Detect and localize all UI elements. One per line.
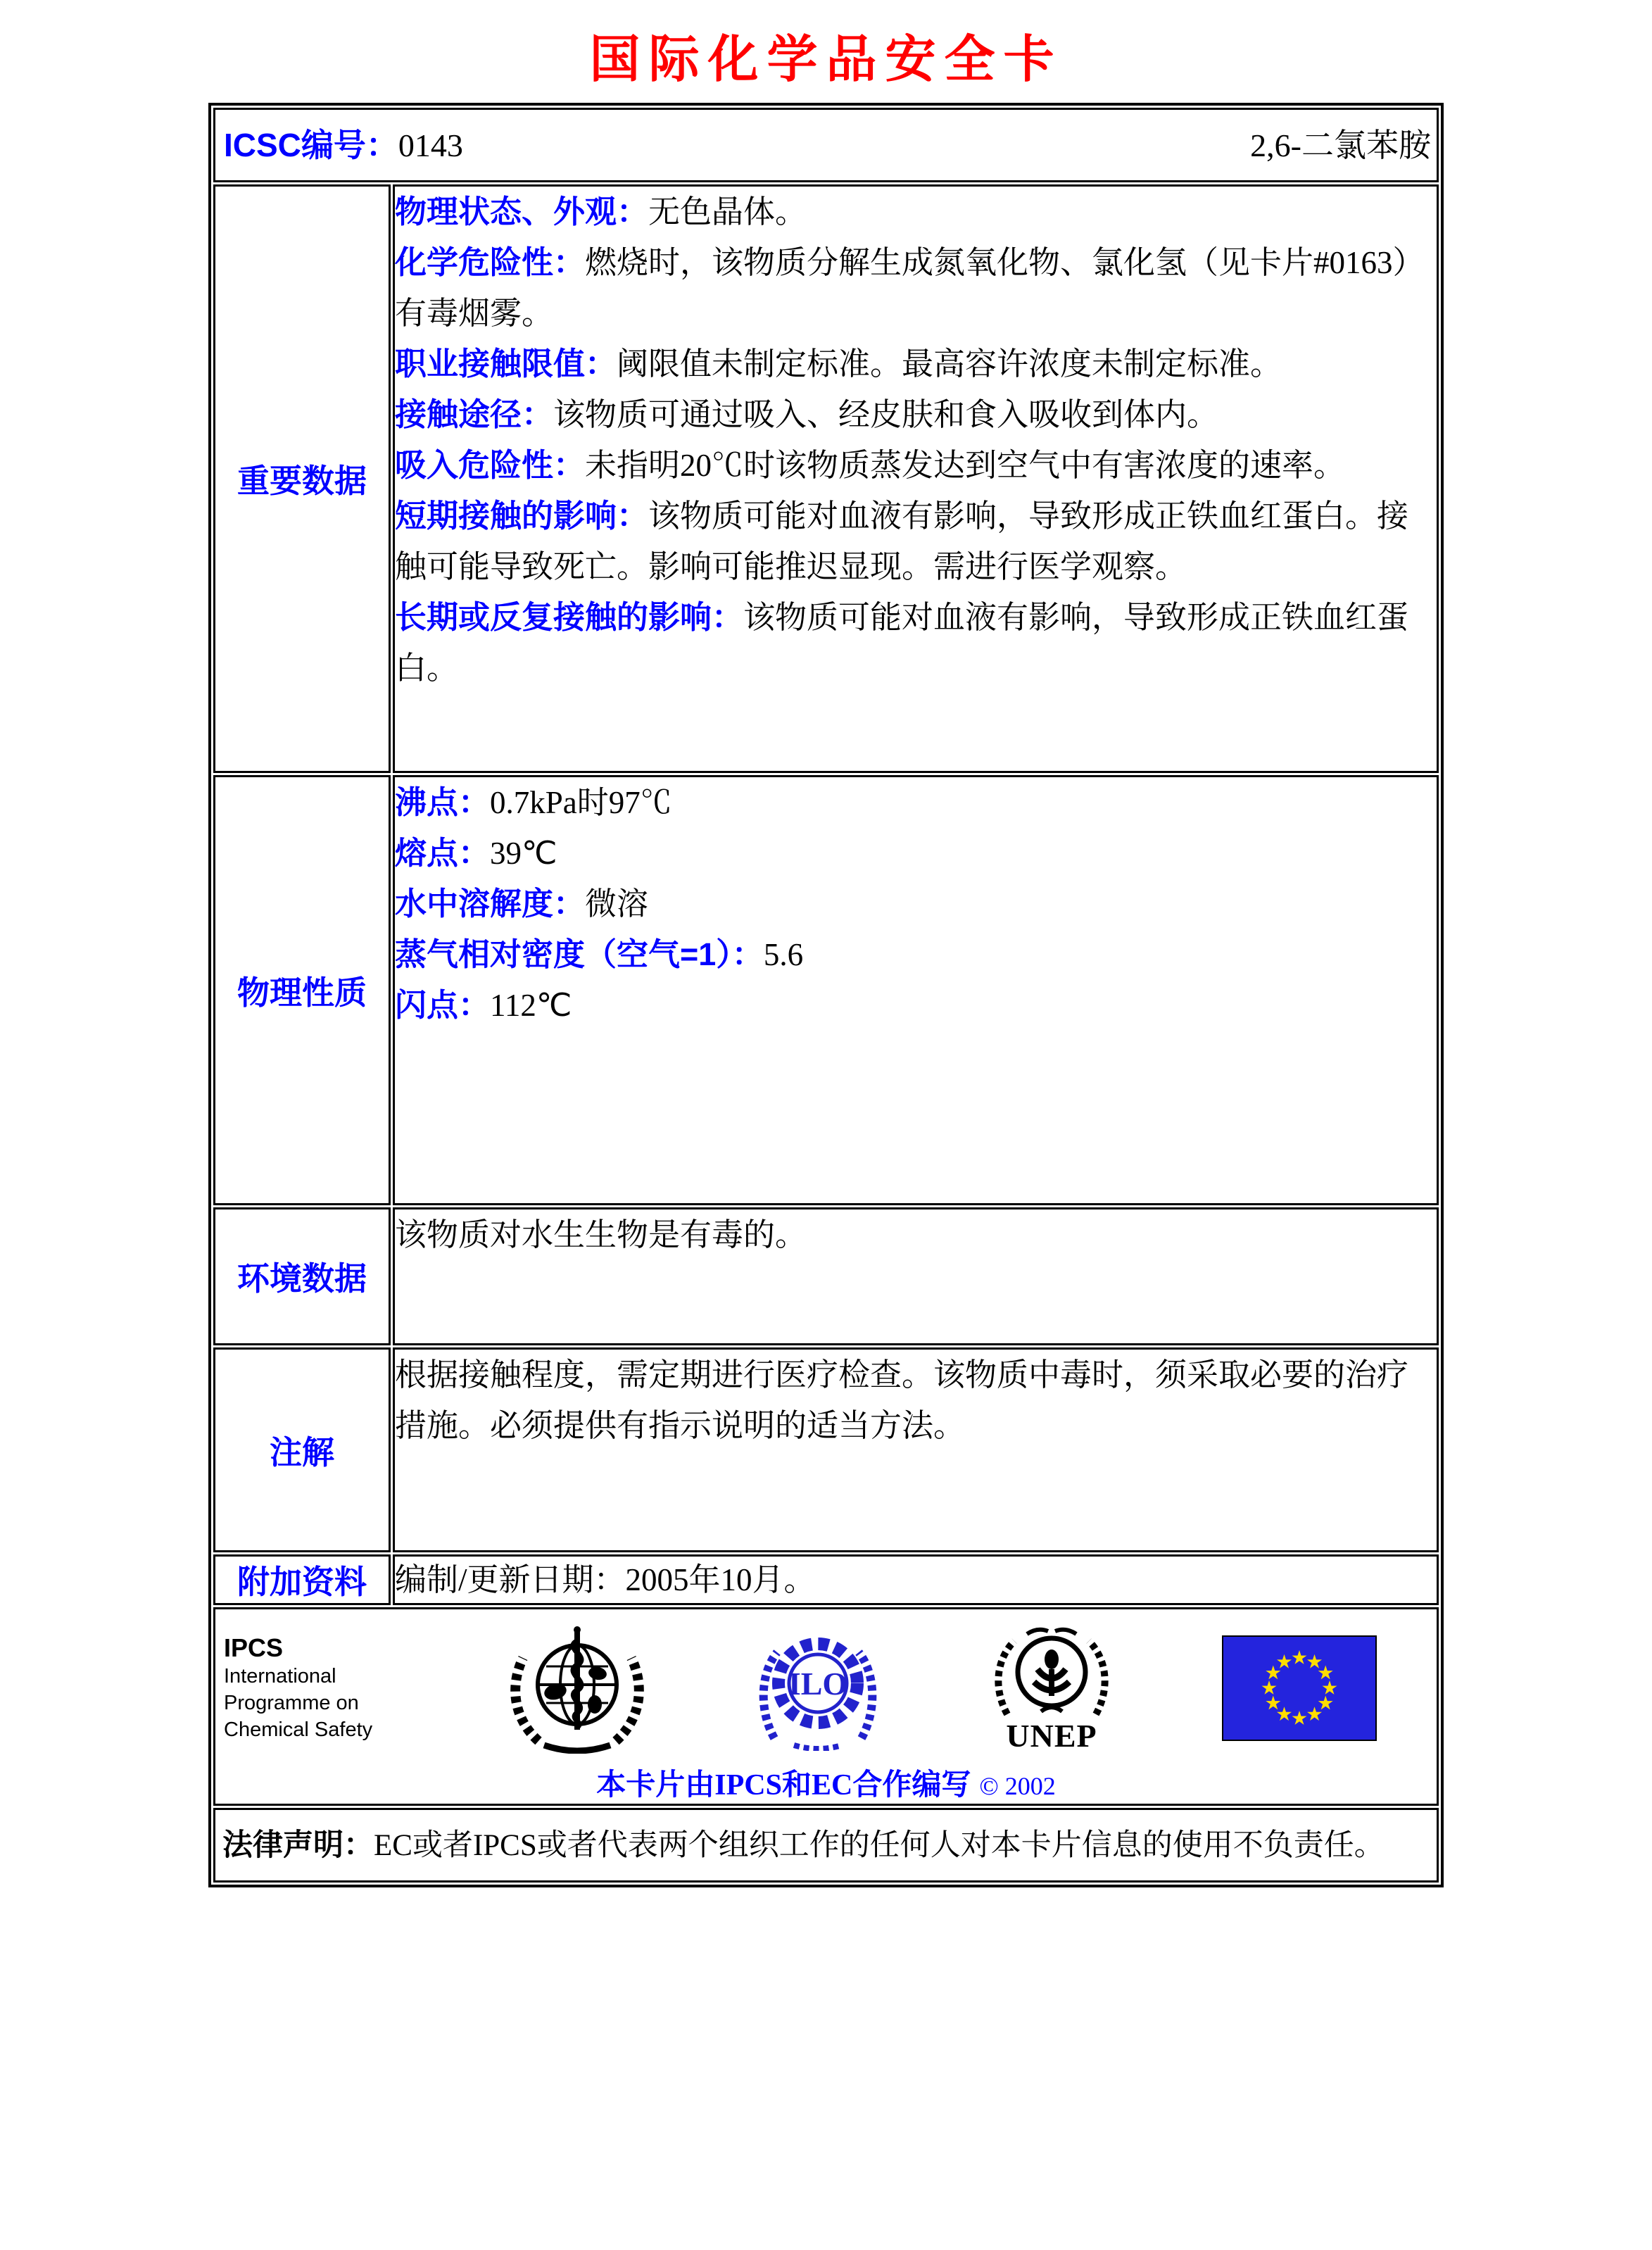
phys-item-water-solubility: 水中溶解度：微溶 <box>395 886 649 922</box>
notes-row <box>213 1347 1439 1552</box>
notes-label: 注解 <box>213 1347 391 1552</box>
legal-cell <box>213 1808 1439 1883</box>
ipcs-subtitle-line2: Programme on <box>224 1692 359 1714</box>
logos-row <box>213 1607 1439 1806</box>
notes-item-text: 根据接触程度，需定期进行医疗检查。该物质中毒时，须采取必要的治疗措施。必须提供有指示说明的适当方法。 <box>395 1357 1409 1443</box>
page-title: 国际化学品安全卡 <box>589 32 1063 88</box>
copyright-text: © 2002 <box>979 1772 1056 1800</box>
additional-info-label: 附加资料 <box>213 1554 391 1605</box>
icsc-number-label: ICSC编号： <box>224 127 398 163</box>
important-data-label: 重要数据 <box>213 184 391 773</box>
header-flex <box>215 110 1437 166</box>
eu-flag-icon <box>1222 1635 1377 1741</box>
important-data-row <box>213 184 1439 773</box>
physical-properties-content <box>393 775 1439 1205</box>
additional-info-row <box>213 1554 1439 1605</box>
important-item-exposure-routes: 接触途径：该物质可通过吸入、经皮肤和食入吸收到体内。 <box>395 396 1219 432</box>
chemical-name: 2,6-二氯苯胺 <box>1250 127 1431 163</box>
ipcs-text-block <box>224 1633 400 1743</box>
header-row <box>213 108 1439 182</box>
header-cell <box>213 108 1439 182</box>
svg-text:ILO: ILO <box>788 1666 848 1702</box>
additional-info-content <box>393 1554 1439 1605</box>
environmental-data-content <box>393 1207 1439 1345</box>
credit-text: 本卡片由IPCS和EC合作编写 <box>596 1769 971 1802</box>
credit-line <box>215 1761 1437 1804</box>
physical-properties-row <box>213 775 1439 1205</box>
important-item-chemical-danger: 化学危险性：燃烧时，该物质分解生成氮氧化物、氯化氢（见卡片#0163）有毒烟雾。 <box>395 244 1425 331</box>
phys-item-flash-point: 闪点：112℃ <box>395 987 572 1023</box>
legal-row <box>213 1808 1439 1883</box>
logos-flex <box>215 1609 1437 1757</box>
legal-text: EC或者IPCS或者代表两个组织工作的任何人对本卡片信息的使用不负责任。 <box>374 1828 1385 1862</box>
ipcs-title: IPCS <box>224 1633 284 1662</box>
ilo-logo-icon <box>755 1626 881 1751</box>
env-item-text: 该物质对水生生物是有毒的。 <box>395 1217 807 1252</box>
important-item-short-term-effects: 短期接触的影响：该物质可能对血液有影响，导致形成正铁血红蛋白。接触可能导致死亡。影响可能推迟显现。需进行医学观察。 <box>395 498 1409 584</box>
phys-item-vapor-density: 蒸气相对密度（空气=1）：5.6 <box>395 936 804 972</box>
legal-label: 法律声明： <box>222 1828 374 1862</box>
unep-label: UNEP <box>1006 1717 1097 1754</box>
additional-info-text: 编制/更新日期：2005年10月。 <box>395 1562 816 1597</box>
phys-item-boiling-point: 沸点：0.7kPa时97℃ <box>395 784 672 820</box>
important-item-exposure-limits: 职业接触限值：阈限值未制定标准。最高容许浓度未制定标准。 <box>395 346 1282 382</box>
who-logo-icon <box>503 1623 651 1754</box>
important-data-content <box>393 184 1439 773</box>
ipcs-subtitle-line1: International <box>224 1665 336 1688</box>
ipcs-subtitle-line3: Chemical Safety <box>224 1718 373 1741</box>
icsc-number-value: 0143 <box>398 127 463 163</box>
unep-logo-icon <box>985 1623 1118 1720</box>
important-item-inhalation-risk: 吸入危险性：未指明20℃时该物质蒸发达到空气中有害浓度的速率。 <box>395 447 1346 483</box>
environmental-data-label: 环境数据 <box>213 1207 391 1345</box>
icsc-number-group <box>224 120 463 166</box>
unep-logo-block <box>985 1623 1118 1754</box>
icsc-page <box>0 18 1652 2250</box>
icsc-card-table <box>208 103 1444 1887</box>
logos-cell <box>213 1607 1439 1806</box>
important-item-physical-state: 物理状态、外观：无色晶体。 <box>395 194 807 230</box>
important-item-long-term-effects: 长期或反复接触的影响：该物质可能对血液有影响，导致形成正铁血红蛋白。 <box>395 599 1409 686</box>
notes-content <box>393 1347 1439 1552</box>
legal-statement <box>215 1823 1437 1868</box>
physical-properties-label: 物理性质 <box>213 775 391 1205</box>
phys-item-melting-point: 熔点：39℃ <box>395 835 557 871</box>
environmental-data-row <box>213 1207 1439 1345</box>
